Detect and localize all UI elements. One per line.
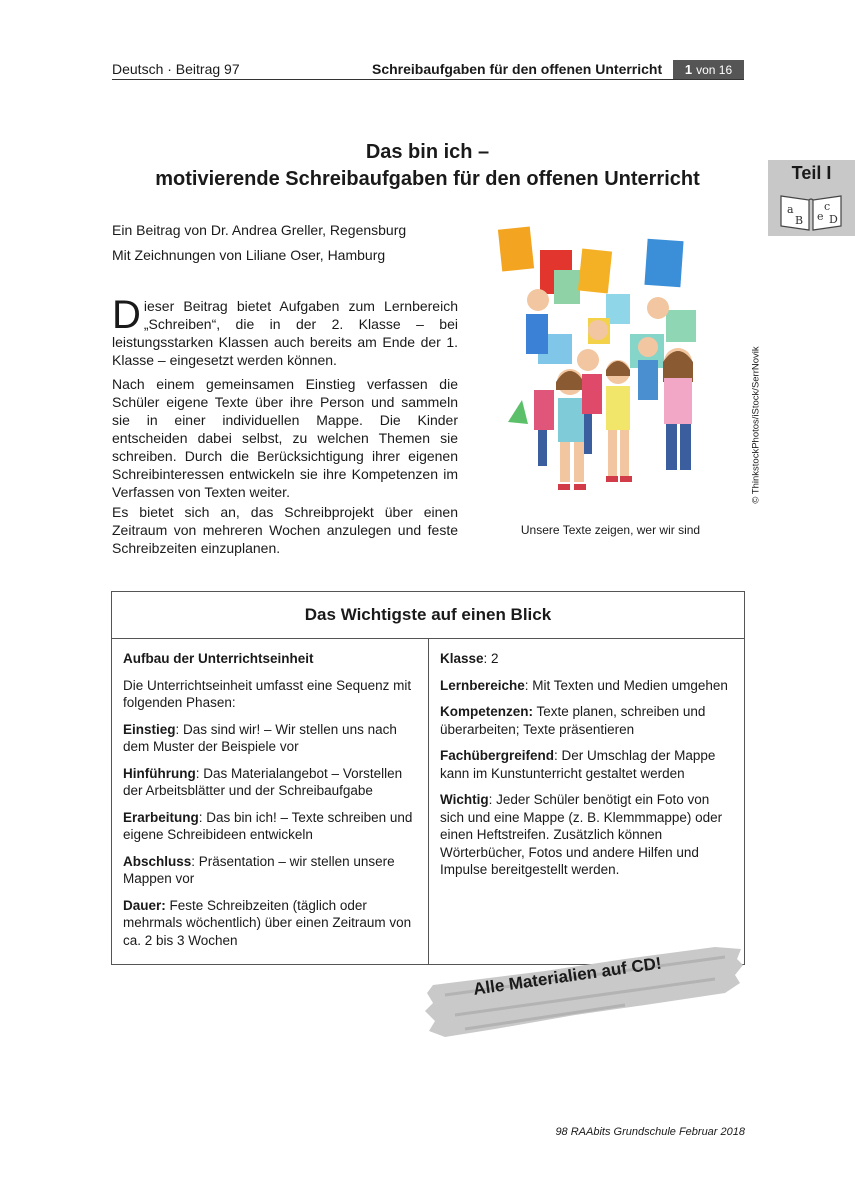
- header-rule: [112, 79, 744, 80]
- photo-credit-text: © ThinkstockPhotos/iStock/SerrNovik: [750, 346, 762, 504]
- svg-text:a: a: [787, 203, 794, 216]
- title-line-1: Das bin ich –: [365, 141, 490, 163]
- svg-text:B: B: [795, 214, 804, 227]
- phase-item: Erarbeitung: Das bin ich! – Texte schreiben und eigene Schreibideen entwickeln: [123, 809, 413, 842]
- section-tab-label: Teil I: [791, 163, 832, 183]
- svg-text:e: e: [817, 210, 824, 223]
- footer: 98 RAAbits Grundschule Februar 2018: [555, 1126, 745, 1138]
- box-divider: [428, 638, 429, 964]
- left-heading: Aufbau der Unterrichtseinheit: [123, 651, 314, 666]
- info-item: Fachübergreifend: Der Umschlag der Mappe kann im Kunstunterricht gestaltet werden: [440, 748, 716, 781]
- intro-paragraph-1: [112, 293, 458, 369]
- overview-box: [111, 591, 745, 965]
- page-number: 1: [684, 62, 693, 77]
- intro-paragraph-3: Es bietet sich an, das Schreibprojekt über einen Zeitraum von mehreren Wochen anzulegen und feste Schreibzeiten einzuplanen.: [112, 504, 458, 556]
- overview-box-title: Das Wichtigste auf einen Blick: [112, 592, 744, 639]
- page-total: von 16: [696, 62, 733, 77]
- drop-cap: D: [112, 293, 141, 337]
- header-title: Schreibaufgaben für den offenen Unterricht: [372, 61, 663, 77]
- info-item: Klasse: 2: [440, 651, 499, 666]
- photo-credit: [743, 330, 769, 520]
- left-intro: Die Unterrichtseinheit umfasst eine Sequenz mit folgenden Phasen:: [123, 677, 412, 710]
- header-subject: Deutsch · Beitrag 97: [112, 61, 240, 77]
- children-photo: [498, 222, 723, 512]
- photo-caption: Unsere Texte zeigen, wer wir sind: [520, 523, 701, 537]
- info-item: Wichtig: Jeder Schüler benötigt ein Foto von sich und eine Mappe (z. B. Klemmmappe) oder einen Heftstreifen. Zusätzlich können Wörterbücher, Fotos und andere Hilfen und Impulse bereitgestellt werden.: [440, 792, 723, 877]
- intro-text-1: ieser Beitrag bietet Aufgaben zum Lernbereich „Schreiben“, die in der 2. Klasse – bei leistungsstarken Klassen auch bereits am Ende der 1. Klasse – eingesetzt werden können.: [112, 298, 458, 368]
- svg-text:D: D: [829, 213, 838, 226]
- title-line-2: motivierende Schreibaufgaben für den offenen Unterricht: [155, 168, 700, 190]
- phase-item: Einstieg: Das sind wir! – Wir stellen uns nach dem Muster der Beispiele vor: [123, 721, 397, 754]
- cd-banner-text: Alle Materialien auf CD!: [472, 953, 663, 999]
- info-item: Kompetenzen: Texte planen, schreiben und überarbeiten; Texte präsentieren: [440, 704, 706, 737]
- author-credit: Ein Beitrag von Dr. Andrea Greller, Regensburg: [112, 222, 407, 238]
- page-title: [0, 139, 855, 193]
- overview-right-column: [440, 650, 736, 888]
- page-indicator: [673, 60, 744, 79]
- svg-text:c: c: [824, 200, 831, 213]
- illustrator-credit: Mit Zeichnungen von Liliane Oser, Hamburg: [112, 247, 386, 263]
- overview-left-column: [123, 650, 418, 958]
- phase-item: Hinführung: Das Materialangebot – Vorstellen der Arbeitsblätter und der Schreibaufgabe: [123, 765, 403, 798]
- info-item: Lernbereiche: Mit Texten und Medien umgehen: [440, 677, 728, 693]
- phase-item: Abschluss: Präsentation – wir stellen unsere Mappen vor: [123, 853, 395, 886]
- intro-paragraph-2: Nach einem gemeinsamen Einstieg verfassen die Schüler eigene Texte über ihre Person und sammeln sie in einer individuellen Mappe. Die Kinder entscheiden dabei selbst, zu welchen Themen sie schreiben. Durch die Berücksichtigung ihrer eigenen Schreibinteressen entwickeln sie ihre Kompetenzen im Verfassen von Texten weiter.: [112, 376, 458, 500]
- phase-item: Dauer: Feste Schreibzeiten (täglich oder mehrmals wöchentlich) über einen Zeitraum von ca. 2 bis 3 Wochen: [123, 897, 412, 948]
